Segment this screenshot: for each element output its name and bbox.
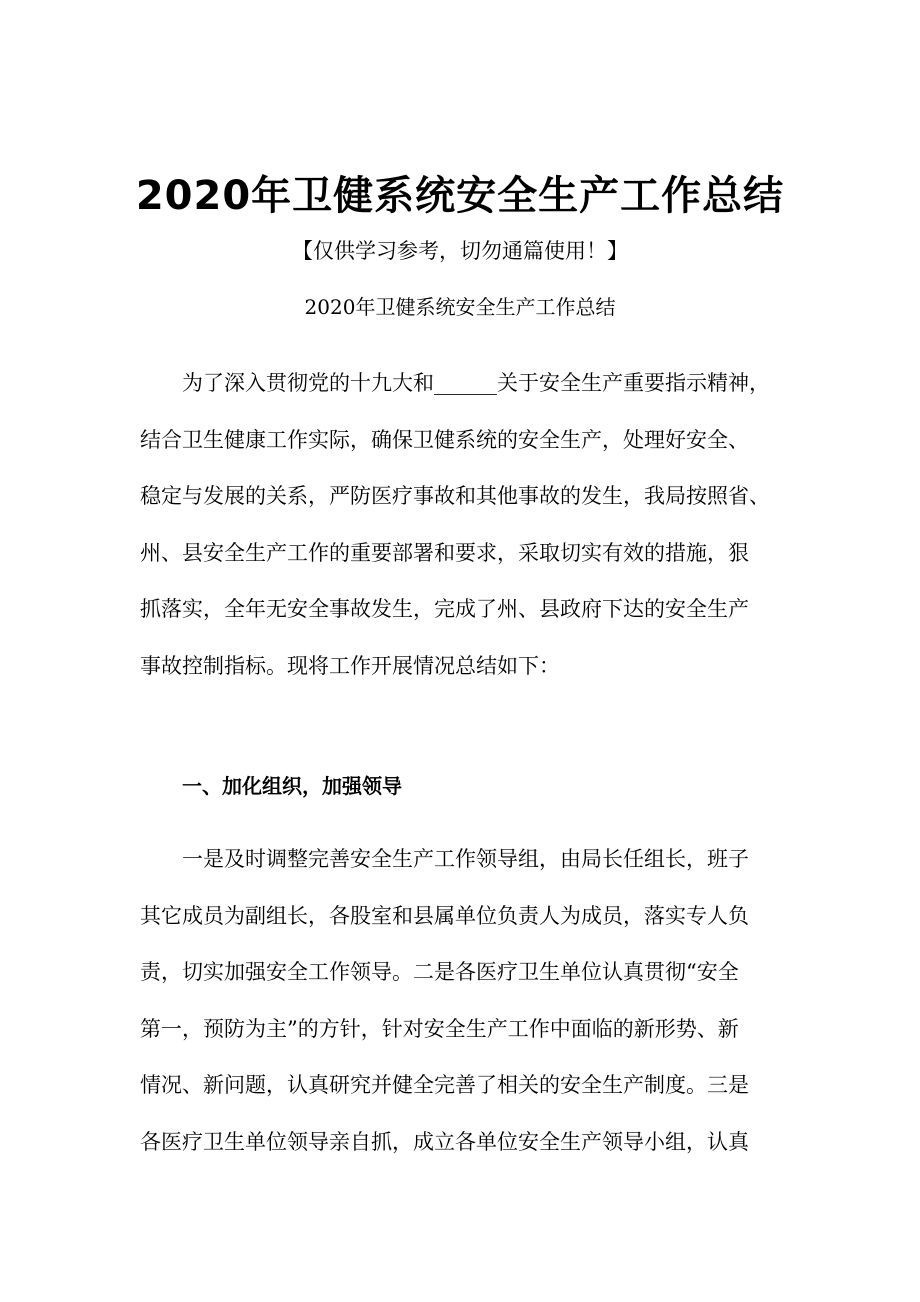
- paragraph-line: 一是及时调整完善安全生产工作领导组，由局长任组长，班子: [182, 847, 749, 871]
- section-heading: 一、加化组织，加强领导: [182, 774, 402, 798]
- paragraph-line: 第一，预防为主”的方针，针对安全生产工作中面临的新形势、新: [140, 1016, 739, 1041]
- paragraph-line: 为了深入贯彻党的十九大和______关于安全生产重要指示精神，: [182, 371, 770, 395]
- usage-note: 【仅供学习参考，切勿通篇使用！】: [292, 239, 628, 263]
- paragraph-line: 州、县安全生产工作的重要部署和要求，采取切实有效的措施，狠: [140, 540, 749, 565]
- paragraph-line: 事故控制指标。现将工作开展情况总结如下：: [140, 653, 560, 678]
- section-paragraph: [140, 831, 820, 1170]
- document-subtitle: 2020年卫健系统安全生产工作总结: [304, 295, 616, 319]
- paragraph-line: 责，切实加强安全工作领导。二是各医疗卫生单位认真贯彻“安全: [140, 960, 739, 984]
- paragraph-line: 各医疗卫生单位领导亲自抓，成立各单位安全生产领导小组，认真: [140, 1129, 749, 1154]
- paragraph-line: 稳定与发展的关系，严防医疗事故和其他事故的发生，我局按照省、: [140, 484, 770, 508]
- paragraph-line: 情况、新问题，认真研究并健全完善了相关的安全生产制度。三是: [140, 1073, 749, 1097]
- paragraph-line: 抓落实，全年无安全事故发生，完成了州、县政府下达的安全生产: [140, 597, 749, 621]
- paragraph-line: 其它成员为副组长，各股室和县属单位负责人为成员，落实专人负: [140, 903, 749, 928]
- intro-paragraph: [140, 355, 820, 694]
- paragraph-line: 结合卫生健康工作实际，确保卫健系统的安全生产，处理好安全、: [140, 427, 749, 452]
- document-title: 2020年卫健系统安全生产工作总结: [135, 173, 785, 219]
